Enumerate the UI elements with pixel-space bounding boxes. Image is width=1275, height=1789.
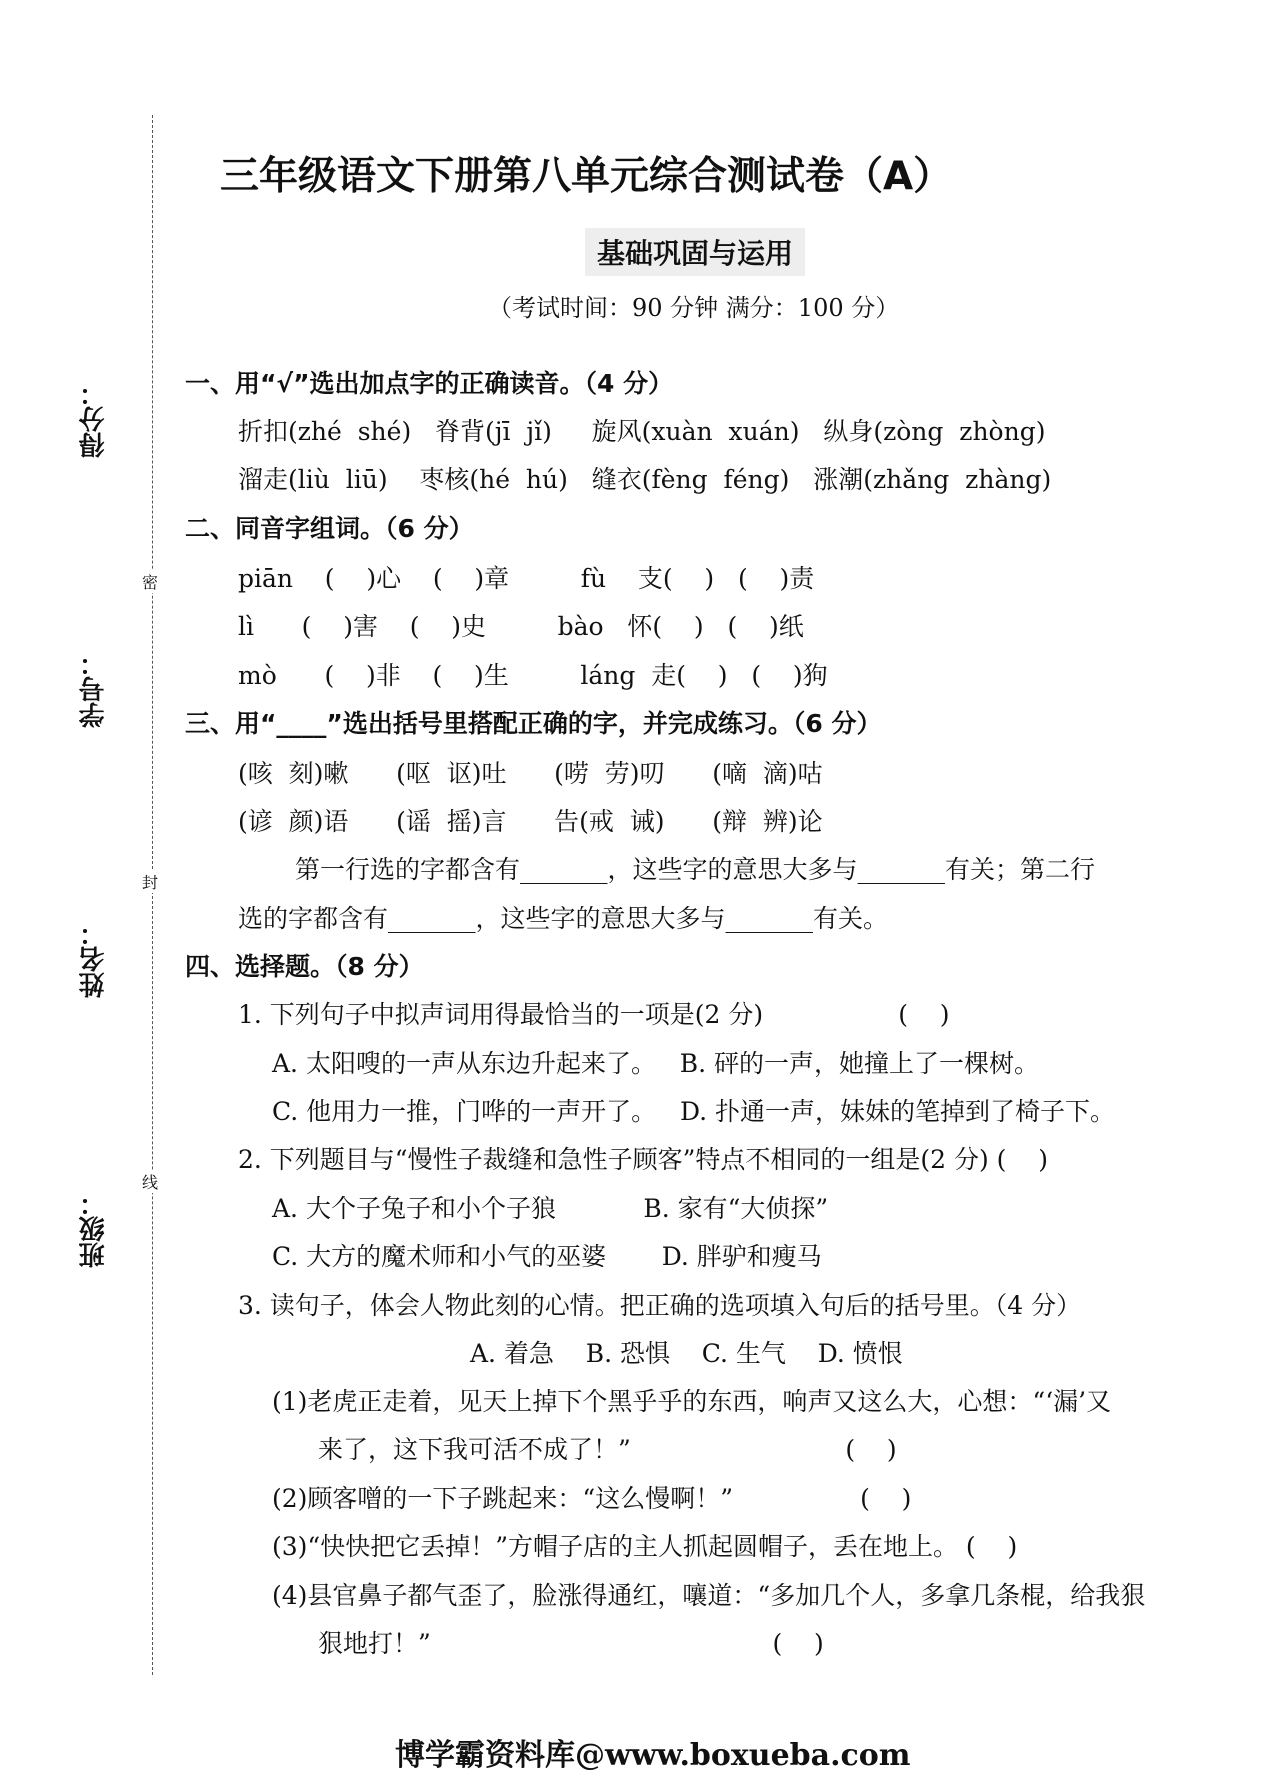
question-line: 1. 下列句子中拟声词用得最恰当的一项是(2 分) ( ) xyxy=(238,1000,950,1029)
question-line: mò ( )非 ( )生 láng 走( ) ( )狗 xyxy=(238,661,828,690)
side-label: 学号： xyxy=(79,650,109,728)
question-line: 2. 下列题目与“慢性子裁缝和急性子顾客”特点不相同的一组是(2 分) ( ) xyxy=(238,1145,1048,1174)
question-line: 第一行选的字都含有_______，这些字的意思大多与_______有关；第二行 xyxy=(295,855,1096,884)
question-line: piān ( )心 ( )章 fù 支( ) ( )责 xyxy=(238,564,815,593)
question-line: (1)老虎正走着，见天上掉下个黑乎乎的东西，响声又这么大，心想：“‘漏’又 xyxy=(272,1387,1112,1416)
question-line: C. 他用力一推，门哗的一声开了。 D. 扑通一声，妹妹的笔掉到了椅子下。 xyxy=(272,1097,1116,1126)
question-line: 3. 读句子，体会人物此刻的心情。把正确的选项填入句后的括号里。（4 分） xyxy=(238,1291,1082,1320)
question-line: (4)县官鼻子都气歪了，脸涨得通红，嚷道：“多加几个人，多拿几条棍，给我狠 xyxy=(272,1581,1146,1610)
seal-char: 密 xyxy=(142,570,158,593)
seal-char: 线 xyxy=(142,1170,158,1193)
section-heading: 二、同音字组词。（6 分） xyxy=(185,514,474,543)
section-heading: 四、选择题。（8 分） xyxy=(185,952,424,981)
question-line: A. 着急 B. 恐惧 C. 生气 D. 愤恨 xyxy=(470,1339,903,1368)
question-line: 折扣(zhé shé) 脊背(jī jǐ) 旋风(xuàn xuán) 纵身(zòng zhòng) xyxy=(238,417,1046,446)
question-line: (谚 颜)语 (谣 摇)言 告(戒 诫) (辩 辨)论 xyxy=(238,807,823,836)
question-line: (咳 刻)嗽 (呕 讴)吐 (唠 劳)叨 (嘀 滴)咕 xyxy=(238,759,823,788)
question-line: lì ( )害 ( )史 bào 怀( ) ( )纸 xyxy=(238,612,804,641)
question-line: 选的字都含有_______，这些字的意思大多与_______有关。 xyxy=(238,904,889,933)
question-line: 狠地打！” ( ) xyxy=(318,1629,824,1658)
seal-char: 封 xyxy=(142,870,158,893)
side-label: 得分： xyxy=(79,380,109,458)
seal-line xyxy=(152,115,153,1675)
question-line: A. 大个子兔子和小个子狼 B. 家有“大侦探” xyxy=(272,1194,829,1223)
question-line: A. 太阳嗖的一声从东边升起来了。 B. 砰的一声，她撞上了一棵树。 xyxy=(272,1049,1040,1078)
watermark: 博学霸资料库@www.boxueba.com xyxy=(395,1738,911,1773)
side-label: 姓名： xyxy=(79,920,109,998)
subtitle: 基础巩固与运用 xyxy=(585,228,805,276)
question-line: 溜走(liù liū) 枣核(hé hú) 缝衣(fèng féng) 涨潮(zhǎng zhàng) xyxy=(238,465,1052,494)
question-line: C. 大方的魔术师和小气的巫婆 D. 胖驴和瘦马 xyxy=(272,1242,822,1271)
question-line: (2)顾客噌的一下子跳起来：“这么慢啊！” ( ) xyxy=(272,1484,912,1513)
question-line: 来了，这下我可活不成了！” ( ) xyxy=(318,1435,897,1464)
section-heading: 一、用“√”选出加点字的正确读音。（4 分） xyxy=(185,369,674,398)
question-line: (3)“快快把它丢掉！”方帽子店的主人抓起圆帽子，丢在地上。 ( ) xyxy=(272,1532,1018,1561)
exam-info: （考试时间：90 分钟 满分：100 分） xyxy=(488,294,900,322)
section-heading: 三、用“____”选出括号里搭配正确的字，并完成练习。（6 分） xyxy=(185,709,882,738)
page-title: 三年级语文下册第八单元综合测试卷（A） xyxy=(220,154,953,199)
side-label: 班级： xyxy=(79,1190,109,1268)
side-info xyxy=(55,380,135,1380)
